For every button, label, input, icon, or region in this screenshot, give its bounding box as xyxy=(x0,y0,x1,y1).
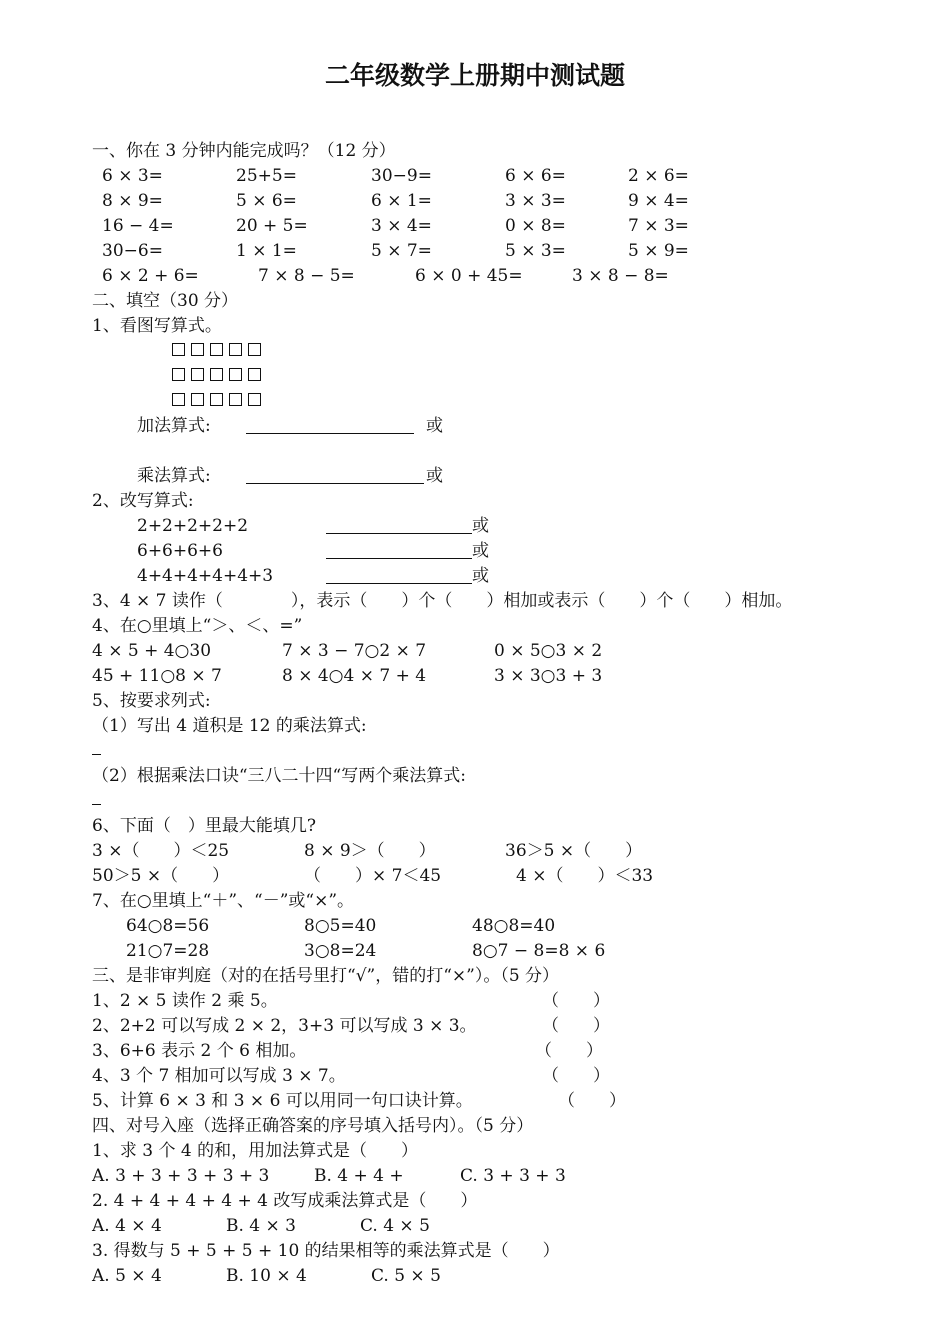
question-label: 5、按要求列式: xyxy=(92,691,211,711)
square-icon xyxy=(191,368,204,381)
oral-calc-item: 7 × 8 − 5= xyxy=(258,266,355,286)
choice-option[interactable]: C. 5 × 5 xyxy=(371,1266,441,1286)
operator-item: 3○8=24 xyxy=(304,941,377,961)
oral-calc-item: 6 × 2 + 6= xyxy=(102,266,199,286)
choice-option[interactable]: C. 3 + 3 + 3 xyxy=(460,1166,566,1186)
multiplication-answer-line[interactable] xyxy=(246,483,424,484)
answer-paren[interactable]: （ ） xyxy=(542,991,610,1011)
addition-answer-line[interactable] xyxy=(246,433,414,434)
compare-item: 0 × 5○3 × 2 xyxy=(494,641,603,661)
choice-option[interactable]: B. 4 × 3 xyxy=(226,1216,296,1236)
compare-item: 45 + 11○8 × 7 xyxy=(92,666,222,686)
question-label: 4、在○里填上“＞、＜、=” xyxy=(92,616,303,636)
square-icon xyxy=(191,343,204,356)
oral-calc-item: 6 × 0 + 45= xyxy=(415,266,523,286)
oral-calc-item: 3 × 3= xyxy=(505,191,566,211)
rewrite-answer-line[interactable] xyxy=(326,533,472,534)
oral-calc-item: 1 × 1= xyxy=(236,241,297,261)
oral-calc-item: 20 + 5= xyxy=(236,216,308,236)
square-icon xyxy=(229,393,242,406)
operator-item: 48○8=40 xyxy=(472,916,556,936)
square-icon xyxy=(210,343,223,356)
square-grid-row xyxy=(172,390,267,412)
or-text: 或 xyxy=(426,416,443,436)
answer-paren[interactable]: （ ） xyxy=(542,1066,610,1086)
or-text: 或 xyxy=(472,516,489,536)
square-icon xyxy=(248,393,261,406)
or-text: 或 xyxy=(472,566,489,586)
question-label: 1、看图写算式。 xyxy=(92,316,222,336)
oral-calc-item: 6 × 6= xyxy=(505,166,566,186)
oral-calc-item: 5 × 7= xyxy=(371,241,432,261)
rewrite-answer-line[interactable] xyxy=(326,583,472,584)
operator-item: 8○5=40 xyxy=(304,916,377,936)
choice-option[interactable]: A. 3 + 3 + 3 + 3 + 3 xyxy=(92,1166,270,1186)
square-icon xyxy=(210,393,223,406)
square-grid-row xyxy=(172,365,267,387)
choice-option[interactable]: C. 4 × 5 xyxy=(360,1216,430,1236)
question-3: 3、4 × 7 读作（ ），表示（ ）个（ ）相加或表示（ ）个（ ）相加。 xyxy=(92,591,793,611)
answer-paren[interactable]: （ ） xyxy=(558,1091,626,1111)
answer-paren[interactable]: （ ） xyxy=(542,1016,610,1036)
square-icon xyxy=(248,368,261,381)
max-fill-item: 3 ×（ ）＜25 xyxy=(92,841,230,861)
page-title: 二年级数学上册期中测试题 xyxy=(324,61,625,90)
rewrite-item: 4+4+4+4+4+3 xyxy=(137,566,274,586)
operator-item: 21○7=28 xyxy=(126,941,210,961)
question-label: 6、下面（ ）里最大能填几? xyxy=(92,816,316,836)
addition-label: 加法算式: xyxy=(137,416,211,436)
choice-question: 2. 4 + 4 + 4 + 4 + 4 改写成乘法算式是（ ） xyxy=(92,1191,478,1211)
oral-calc-item: 5 × 3= xyxy=(505,241,566,261)
rewrite-item: 2+2+2+2+2 xyxy=(137,516,249,536)
square-icon xyxy=(172,393,185,406)
oral-calc-item: 16 − 4= xyxy=(102,216,174,236)
square-icon xyxy=(210,368,223,381)
rewrite-item: 6+6+6+6 xyxy=(137,541,223,561)
max-fill-item: 4 ×（ ）＜33 xyxy=(516,866,654,886)
section-1-heading: 一、你在 3 分钟内能完成吗？（12 分） xyxy=(92,141,396,161)
square-icon xyxy=(191,393,204,406)
square-icon xyxy=(172,368,185,381)
square-icon xyxy=(172,343,185,356)
true-false-item: 4、3 个 7 相加可以写成 3 × 7。 xyxy=(92,1066,346,1086)
oral-calc-item: 3 × 4= xyxy=(371,216,432,236)
square-icon xyxy=(229,368,242,381)
multiplication-label: 乘法算式: xyxy=(137,466,211,486)
max-fill-item: （ ）× 7＜45 xyxy=(304,866,442,886)
oral-calc-item: 0 × 8= xyxy=(505,216,566,236)
compare-item: 4 × 5 + 4○30 xyxy=(92,641,212,661)
oral-calc-item: 30−9= xyxy=(371,166,432,186)
or-text: 或 xyxy=(426,466,443,486)
oral-calc-item: 25+5= xyxy=(236,166,297,186)
question-label: 7、在○里填上“＋”、“－”或“×”。 xyxy=(92,891,355,911)
compare-item: 7 × 3 − 7○2 × 7 xyxy=(282,641,427,661)
section-4-heading: 四、对号入座（选择正确答案的序号填入括号内）。（5 分） xyxy=(92,1116,534,1136)
oral-calc-item: 2 × 6= xyxy=(628,166,689,186)
oral-calc-item: 5 × 9= xyxy=(628,241,689,261)
max-fill-item: 50＞5 ×（ ） xyxy=(92,866,230,886)
answer-line[interactable] xyxy=(92,804,101,805)
true-false-item: 2、2+2 可以写成 2 × 2，3+3 可以写成 3 × 3。 xyxy=(92,1016,477,1036)
choice-option[interactable]: A. 5 × 4 xyxy=(92,1266,162,1286)
square-icon xyxy=(248,343,261,356)
choice-option[interactable]: B. 4 + 4 + xyxy=(314,1166,404,1186)
section-2-heading: 二、填空（30 分） xyxy=(92,291,239,311)
oral-calc-item: 8 × 9= xyxy=(102,191,163,211)
max-fill-item: 36＞5 ×（ ） xyxy=(505,841,643,861)
or-text: 或 xyxy=(472,541,489,561)
choice-option[interactable]: A. 4 × 4 xyxy=(92,1216,162,1236)
oral-calc-item: 9 × 4= xyxy=(628,191,689,211)
oral-calc-item: 3 × 8 − 8= xyxy=(572,266,669,286)
choice-question: 1、求 3 个 4 的和，用加法算式是（ ） xyxy=(92,1141,419,1161)
oral-calc-item: 5 × 6= xyxy=(236,191,297,211)
oral-calc-item: 30−6= xyxy=(102,241,163,261)
square-grid-row xyxy=(172,340,267,362)
operator-item: 64○8=56 xyxy=(126,916,210,936)
choice-question: 3. 得数与 5 + 5 + 5 + 10 的结果相等的乘法算式是（ ） xyxy=(92,1241,560,1261)
oral-calc-item: 7 × 3= xyxy=(628,216,689,236)
rewrite-answer-line[interactable] xyxy=(326,558,472,559)
oral-calc-item: 6 × 3= xyxy=(102,166,163,186)
answer-paren[interactable]: （ ） xyxy=(535,1041,603,1061)
true-false-item: 1、2 × 5 读作 2 乘 5。 xyxy=(92,991,278,1011)
max-fill-item: 8 × 9＞（ ） xyxy=(304,841,436,861)
answer-line[interactable] xyxy=(92,754,101,755)
compare-item: 8 × 4○4 × 7 + 4 xyxy=(282,666,427,686)
question-part: （1）写出 4 道积是 12 的乘法算式: xyxy=(92,716,367,736)
true-false-item: 3、6+6 表示 2 个 6 相加。 xyxy=(92,1041,307,1061)
choice-option[interactable]: B. 10 × 4 xyxy=(226,1266,307,1286)
compare-item: 3 × 3○3 + 3 xyxy=(494,666,603,686)
oral-calc-item: 6 × 1= xyxy=(371,191,432,211)
true-false-item: 5、计算 6 × 3 和 3 × 6 可以用同一句口诀计算。 xyxy=(92,1091,473,1111)
section-3-heading: 三、是非审判庭（对的在括号里打“√”，错的打“×”）。（5 分） xyxy=(92,966,560,986)
question-label: 2、改写算式: xyxy=(92,491,194,511)
operator-item: 8○7 − 8=8 × 6 xyxy=(472,941,606,961)
square-icon xyxy=(229,343,242,356)
question-part: （2）根据乘法口诀“三八二十四“写两个乘法算式: xyxy=(92,766,466,786)
